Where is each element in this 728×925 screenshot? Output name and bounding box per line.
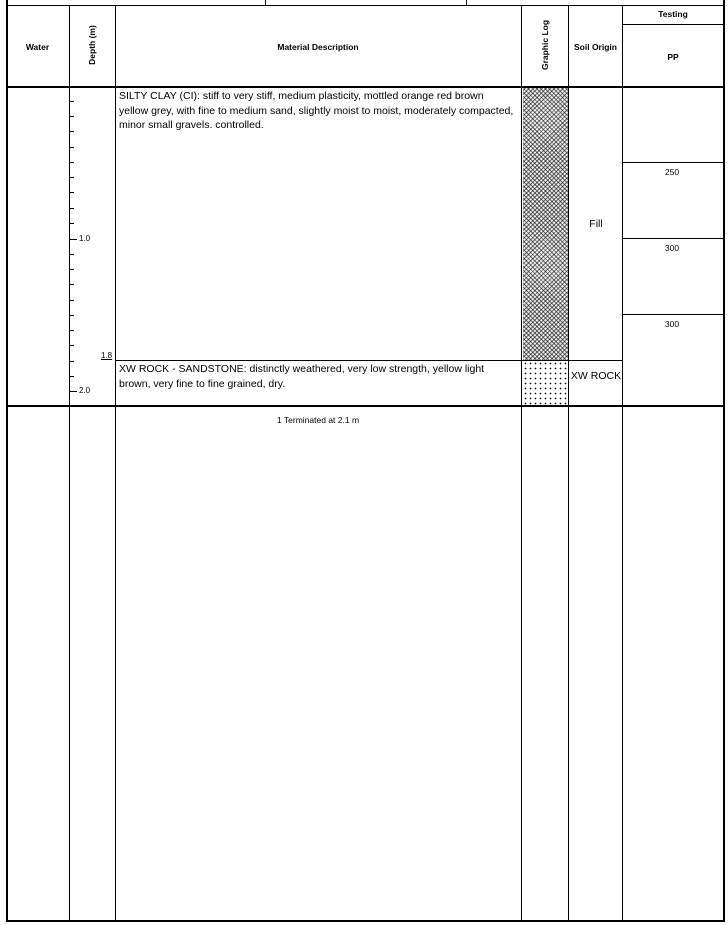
depth-tick [70, 192, 74, 193]
testing-header-line [622, 24, 724, 25]
header-graphic-log: Graphic Log [540, 19, 550, 71]
depth-label-boundary: 1.8 [101, 351, 113, 360]
frame-bottom [6, 920, 725, 922]
frame-right [723, 0, 725, 922]
frame-top [6, 5, 725, 6]
graphic-log-clay [523, 88, 568, 360]
depth-tick [70, 284, 74, 285]
top-stub-1 [265, 0, 266, 6]
pp-row-line [622, 238, 724, 239]
depth-tick-major [70, 391, 77, 392]
header-pp: PP [667, 52, 679, 62]
header-bottom-line [6, 86, 725, 88]
pp-row-line [622, 314, 724, 315]
depth-label-2-0: 2.0 [79, 386, 91, 395]
col-line-water [69, 5, 70, 921]
layer-1-origin: Fill [589, 218, 603, 230]
col-line-origin [622, 5, 623, 921]
termination-note: 1 Terminated at 2.1 m [276, 415, 360, 425]
pp-value: 300 [664, 243, 680, 253]
depth-tick [70, 330, 74, 331]
depth-tick [70, 162, 74, 163]
depth-tick [70, 361, 74, 362]
depth-tick [70, 254, 74, 255]
pp-value: 300 [664, 319, 680, 329]
col-line-graphic [568, 5, 569, 921]
col-line-depth [115, 5, 116, 921]
layer-2-origin: XW ROCK [570, 370, 622, 382]
col-line-desc [521, 5, 522, 921]
depth-tick [70, 147, 74, 148]
frame-left [6, 0, 8, 922]
pp-value: 250 [664, 167, 680, 177]
depth-tick [70, 116, 74, 117]
depth-tick [70, 208, 74, 209]
depth-tick [70, 300, 74, 301]
depth-tick [70, 223, 74, 224]
depth-tick [70, 376, 74, 377]
header-testing: Testing [658, 9, 688, 19]
depth-tick [70, 131, 74, 132]
layer-2-description: XW ROCK - SANDSTONE: distinctly weathered, very low strength, yellow light brown, very fine to fine grained, dry. [119, 363, 485, 390]
top-stub-2 [466, 0, 467, 6]
header-depth: Depth (m) [87, 25, 97, 65]
layer-1-description: SILTY CLAY (CI): stiff to very stiff, medium plasticity, mottled orange red brown yellow grey, with fine to medium sand, slightly moist to moist, moderately compacted, minor small gravels. controlled. [119, 90, 514, 131]
header-water: Water [25, 42, 50, 52]
depth-label-1-0: 1.0 [79, 234, 91, 243]
depth-tick-major [70, 239, 77, 240]
depth-tick [70, 345, 74, 346]
depth-tick [70, 315, 74, 316]
depth-tick [70, 101, 74, 102]
end-of-hole-line [6, 405, 725, 407]
depth-tick [70, 177, 74, 178]
header-material-description: Material Description [277, 42, 359, 52]
graphic-log-sandstone [523, 361, 568, 405]
header-soil-origin: Soil Origin [574, 42, 617, 52]
depth-tick [70, 269, 74, 270]
pp-row-line [622, 162, 724, 163]
